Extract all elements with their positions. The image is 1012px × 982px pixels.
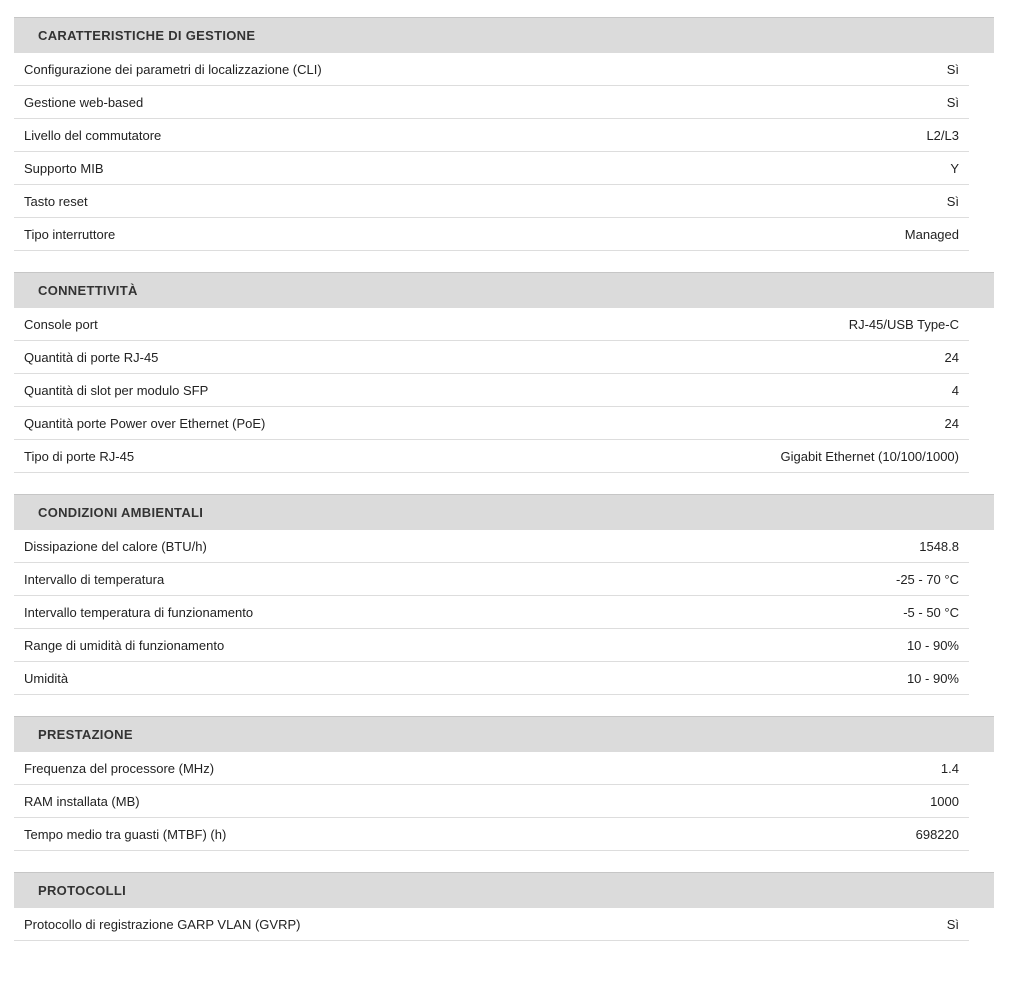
spec-row bbox=[14, 407, 969, 440]
spec-section-2 bbox=[14, 494, 994, 695]
spec-row bbox=[14, 440, 969, 473]
spec-row bbox=[14, 563, 969, 596]
section-title: CONDIZIONI AMBIENTALI bbox=[38, 505, 204, 520]
spec-value: 1000 bbox=[930, 793, 959, 809]
spec-label: Quantità di slot per modulo SFP bbox=[24, 382, 209, 398]
spec-value: Sì bbox=[946, 94, 959, 110]
spec-row bbox=[14, 119, 969, 152]
spec-row bbox=[14, 596, 969, 629]
section-rows bbox=[14, 908, 969, 941]
spec-row bbox=[14, 308, 969, 341]
spec-row bbox=[14, 818, 969, 851]
spec-label: Supporto MIB bbox=[24, 160, 104, 176]
spec-label: Tipo interruttore bbox=[24, 226, 116, 242]
spec-label: Tasto reset bbox=[24, 193, 88, 209]
spec-row bbox=[14, 152, 969, 185]
spec-label: Tempo medio tra guasti (MTBF) (h) bbox=[24, 826, 227, 842]
spec-section-0 bbox=[14, 17, 994, 251]
spec-label: Intervallo di temperatura bbox=[24, 571, 165, 587]
spec-label: Intervallo temperatura di funzionamento bbox=[24, 604, 254, 620]
spec-sections-container bbox=[14, 17, 994, 941]
section-title: CARATTERISTICHE DI GESTIONE bbox=[38, 28, 256, 43]
spec-row bbox=[14, 86, 969, 119]
spec-value: 1.4 bbox=[940, 760, 959, 776]
spec-section-3 bbox=[14, 716, 994, 851]
spec-label: Livello del commutatore bbox=[24, 127, 162, 143]
spec-value: -5 - 50 °C bbox=[903, 604, 959, 620]
spec-value: 1548.8 bbox=[919, 538, 959, 554]
spec-value: 10 - 90% bbox=[906, 670, 959, 686]
spec-label: Quantità porte Power over Ethernet (PoE) bbox=[24, 415, 266, 431]
spec-value: Sì bbox=[946, 193, 959, 209]
spec-row bbox=[14, 530, 969, 563]
spec-row bbox=[14, 341, 969, 374]
spec-row bbox=[14, 752, 969, 785]
spec-value: L2/L3 bbox=[926, 127, 959, 143]
spec-label: Dissipazione del calore (BTU/h) bbox=[24, 538, 207, 554]
spec-label: Tipo di porte RJ-45 bbox=[24, 448, 135, 464]
spec-value: 10 - 90% bbox=[906, 637, 959, 653]
spec-value: 698220 bbox=[915, 826, 959, 842]
spec-value: 24 bbox=[944, 415, 959, 431]
spec-row bbox=[14, 218, 969, 251]
spec-section-4 bbox=[14, 872, 994, 941]
spec-value: Sì bbox=[946, 61, 959, 77]
section-rows bbox=[14, 752, 969, 851]
spec-label: Frequenza del processore (MHz) bbox=[24, 760, 215, 776]
spec-value: -25 - 70 °C bbox=[895, 571, 959, 587]
spec-row bbox=[14, 374, 969, 407]
spec-row bbox=[14, 185, 969, 218]
spec-row bbox=[14, 908, 969, 941]
spec-value: Y bbox=[950, 160, 959, 176]
section-header bbox=[14, 872, 994, 908]
spec-label: Console port bbox=[24, 316, 98, 332]
spec-value: Managed bbox=[904, 226, 959, 242]
spec-label: Gestione web-based bbox=[24, 94, 144, 110]
spec-row bbox=[14, 662, 969, 695]
section-title: PROTOCOLLI bbox=[38, 883, 126, 898]
section-rows bbox=[14, 308, 969, 473]
spec-value: 4 bbox=[951, 382, 959, 398]
section-title: PRESTAZIONE bbox=[38, 727, 133, 742]
spec-value: 24 bbox=[944, 349, 959, 365]
spec-value: RJ-45/USB Type-C bbox=[848, 316, 959, 332]
section-rows bbox=[14, 530, 969, 695]
spec-row bbox=[14, 785, 969, 818]
spec-label: RAM installata (MB) bbox=[24, 793, 140, 809]
spec-row bbox=[14, 629, 969, 662]
spec-section-1 bbox=[14, 272, 994, 473]
section-header bbox=[14, 494, 994, 530]
spec-label: Range di umidità di funzionamento bbox=[24, 637, 225, 653]
section-title: CONNETTIVITÀ bbox=[38, 283, 138, 298]
section-header bbox=[14, 272, 994, 308]
section-header bbox=[14, 17, 994, 53]
spec-row bbox=[14, 53, 969, 86]
spec-value: Sì bbox=[946, 916, 959, 932]
section-rows bbox=[14, 53, 969, 251]
spec-label: Umidità bbox=[24, 670, 69, 686]
spec-label: Protocollo di registrazione GARP VLAN (GVRP) bbox=[24, 916, 301, 932]
section-header bbox=[14, 716, 994, 752]
spec-label: Configurazione dei parametri di localizzazione (CLI) bbox=[24, 61, 322, 77]
spec-value: Gigabit Ethernet (10/100/1000) bbox=[780, 448, 959, 464]
spec-label: Quantità di porte RJ-45 bbox=[24, 349, 159, 365]
